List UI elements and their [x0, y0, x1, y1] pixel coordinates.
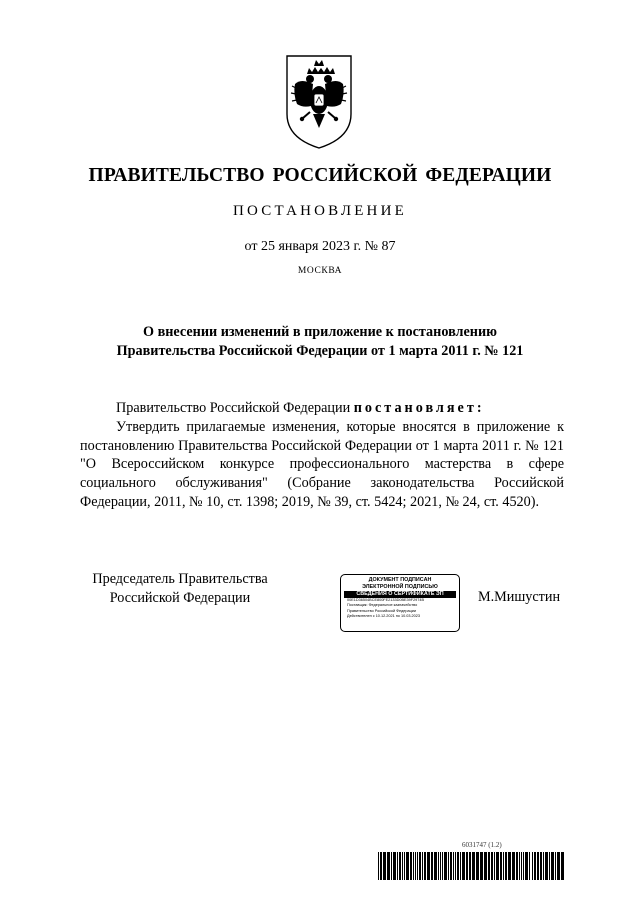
signer-name: М.Мишустин — [478, 589, 561, 605]
coat-of-arms-emblem — [283, 52, 355, 152]
barcode — [378, 852, 564, 880]
document-subject — [80, 323, 560, 361]
body-intro — [80, 399, 564, 418]
document-type: ПОСТАНОВЛЕНИЕ — [233, 203, 407, 219]
signer-position-line-1: Председатель Правительства — [92, 571, 268, 587]
stamp-certificate-heading: СВЕДЕНИЯ О СЕРТИФИКАТЕ ЭП — [344, 591, 456, 598]
subject-line-1: О внесении изменений в приложение к постановлению — [142, 324, 497, 340]
document-date-number: от 25 января 2023 г. № 87 — [244, 239, 396, 254]
document-body — [80, 399, 564, 512]
signer-position-line-2: Российской Федерации — [109, 589, 251, 606]
stamp-certificate-id: 00E1D36504BCE800FE2133D0BE39F2974B — [347, 598, 425, 602]
stamp-issuer-2: Правительство Российской Федерации — [347, 608, 417, 613]
stamp-header — [341, 577, 459, 590]
stamp-details — [341, 598, 459, 620]
signer-position — [80, 570, 280, 608]
stamp-line-2: ЭЛЕКТРОННОЙ ПОДПИСЬЮ — [362, 583, 438, 590]
stamp-validity: Действителен с 10.12.2021 по 10.03.2023 — [347, 614, 420, 619]
subject-line-2: Правительства Российской Федерации от 1 марта 2011 г. № 121 — [116, 343, 524, 359]
body-paragraph: Утвердить прилагаемые изменения, которые вносятся в приложение к постановлению Правительства Российской Федерации от 1 марта 2011 г. № 121 "О Всероссийском конкурсе профессионального мастерства в сфере социального обслуживания" (Собрание законодательства Российской Федерации, 2011, № 10, ст. 1398; 2019, № 39, ст. 5424; 2021, № 24, ст. 4520). — [80, 418, 564, 510]
intro-text: Правительство Российской Федерации — [116, 400, 354, 416]
document-city: МОСКВА — [297, 266, 343, 276]
stamp-issuer-1: Поставщик: Федеральное казначейство — [347, 603, 418, 608]
decree-word: постановляет: — [353, 400, 485, 416]
stamp-line-1: ДОКУМЕНТ ПОДПИСАН — [368, 577, 432, 583]
document-code: 6031747 (1.2) — [462, 841, 502, 849]
electronic-signature-stamp — [340, 574, 460, 632]
government-title: ПРАВИТЕЛЬСТВО РОССИЙСКОЙ ФЕДЕРАЦИИ — [88, 165, 552, 186]
